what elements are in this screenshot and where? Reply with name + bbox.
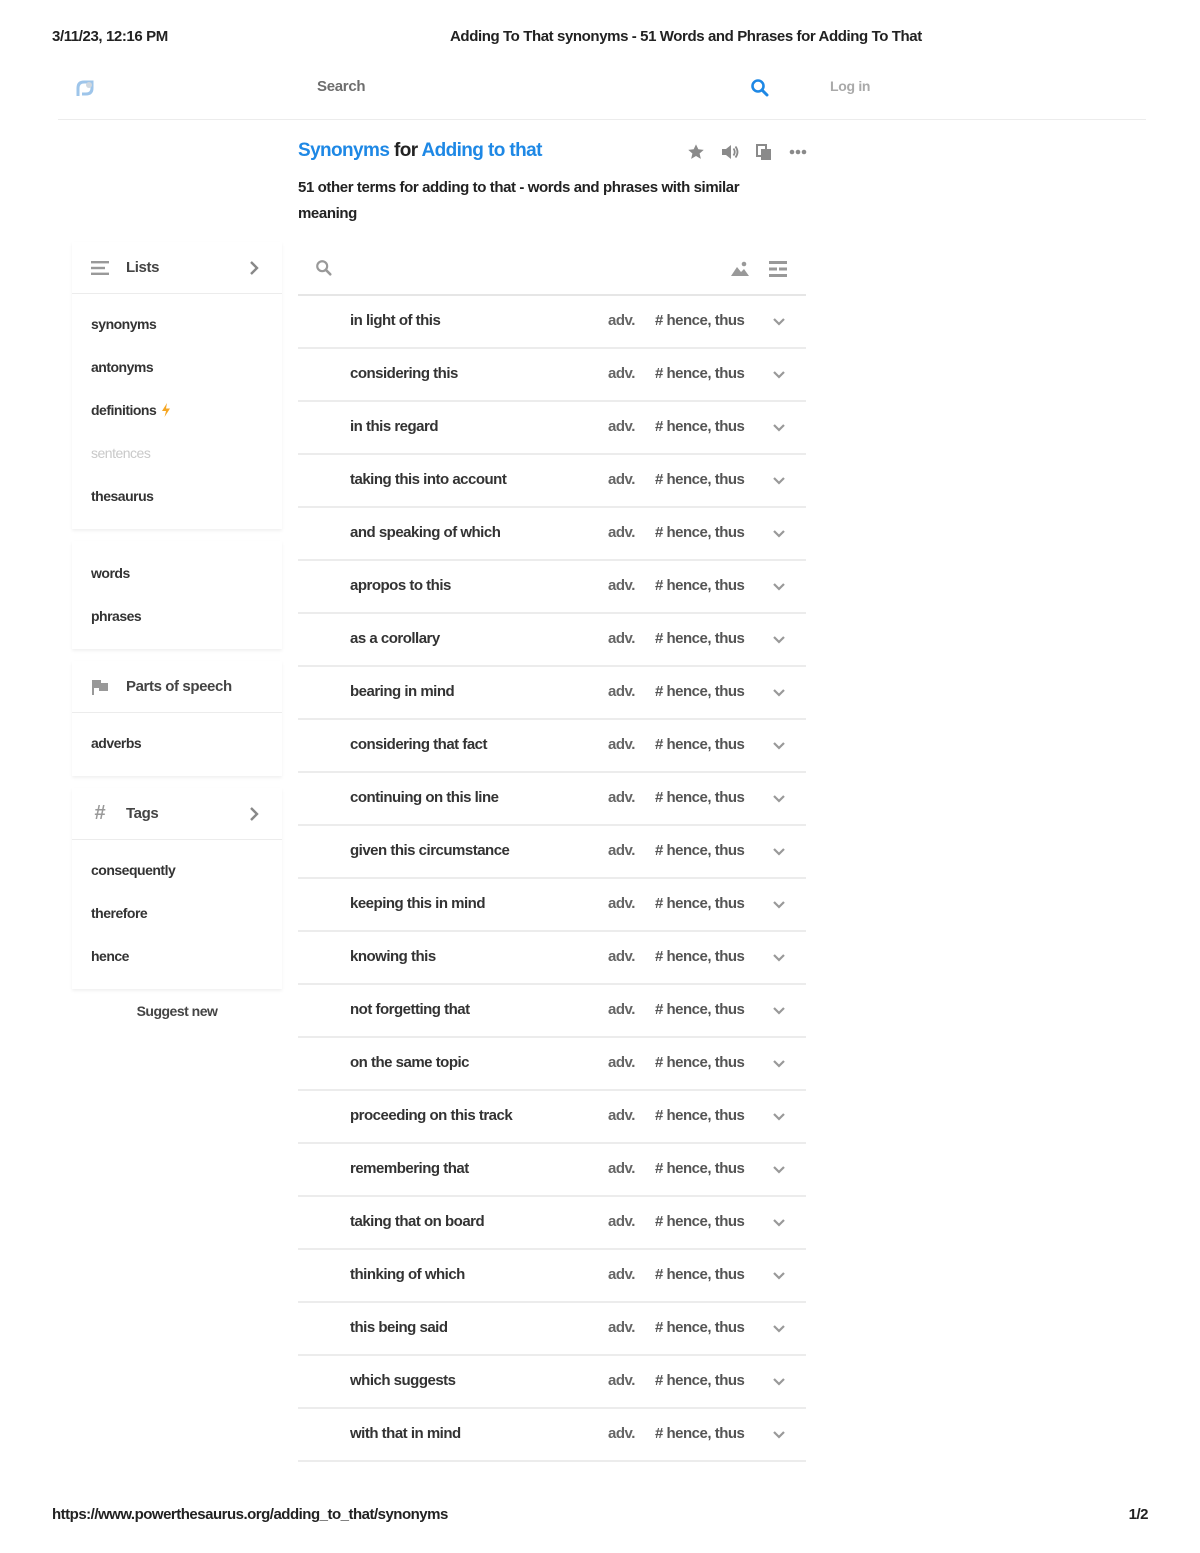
chevron-down-icon[interactable] <box>772 1057 786 1071</box>
synonym-tags[interactable]: # hence, thus <box>655 736 745 753</box>
part-of-speech: adv. <box>608 471 635 488</box>
lists-header[interactable] <box>72 242 282 294</box>
synonym-list <box>298 242 806 1462</box>
sidebar-item-antonyms[interactable]: antonyms <box>91 358 154 375</box>
sidebar-item-adverbs[interactable]: adverbs <box>91 734 142 751</box>
synonym-row[interactable] <box>298 1038 806 1091</box>
synonym-row[interactable] <box>298 985 806 1038</box>
chevron-down-icon[interactable] <box>772 1269 786 1283</box>
chevron-down-icon[interactable] <box>772 633 786 647</box>
sidebar-item-definitions[interactable] <box>72 388 282 431</box>
chevron-down-icon[interactable] <box>772 527 786 541</box>
synonym-tags[interactable]: # hence, thus <box>655 1425 745 1442</box>
search-icon[interactable] <box>750 78 770 98</box>
synonym-tags[interactable]: # hence, thus <box>655 524 745 541</box>
synonym-tags[interactable]: # hence, thus <box>655 683 745 700</box>
synonym-term[interactable]: given this circumstance <box>350 842 510 859</box>
synonym-row[interactable] <box>298 1303 806 1356</box>
synonym-tags[interactable]: # hence, thus <box>655 1372 745 1389</box>
part-of-speech: adv. <box>608 948 635 965</box>
synonym-tags[interactable]: # hence, thus <box>655 895 745 912</box>
synonym-row[interactable] <box>298 508 806 561</box>
print-url: https://www.powerthesaurus.org/adding_to_that/synonyms <box>52 1506 448 1523</box>
tag-item-therefore[interactable]: therefore <box>91 904 148 921</box>
synonym-row[interactable] <box>298 1197 806 1250</box>
lists-card <box>72 242 282 529</box>
speaker-icon[interactable] <box>720 142 740 162</box>
logo-icon[interactable] <box>72 76 98 102</box>
tag-item-hence[interactable]: hence <box>91 947 129 964</box>
print-title: Adding To That synonyms - 51 Words and Phrases for Adding To That <box>450 28 922 45</box>
synonym-row[interactable] <box>298 1409 806 1462</box>
list-toolbar <box>298 242 806 296</box>
chevron-down-icon[interactable] <box>772 580 786 594</box>
hashtag-icon: # <box>94 802 106 824</box>
synonym-term[interactable]: not forgetting that <box>350 1001 470 1018</box>
synonym-term[interactable]: this being said <box>350 1319 448 1336</box>
synonym-term[interactable]: with that in mind <box>350 1425 461 1442</box>
synonym-tags[interactable]: # hence, thus <box>655 1213 745 1230</box>
part-of-speech: adv. <box>608 1001 635 1018</box>
part-of-speech: adv. <box>608 842 635 859</box>
tags-header[interactable] <box>72 788 282 840</box>
synonym-row[interactable] <box>298 455 806 508</box>
synonym-term[interactable]: considering that fact <box>350 736 488 753</box>
chevron-down-icon[interactable] <box>772 1004 786 1018</box>
synonym-row[interactable] <box>298 826 806 879</box>
part-of-speech: adv. <box>608 418 635 435</box>
part-of-speech: adv. <box>608 1425 635 1442</box>
pos-card <box>72 661 282 776</box>
part-of-speech: adv. <box>608 365 635 382</box>
synonym-tags[interactable]: # hence, thus <box>655 1319 745 1336</box>
title-for: for <box>389 140 422 161</box>
flag-icon <box>90 677 110 697</box>
part-of-speech: adv. <box>608 1054 635 1071</box>
kind-card <box>72 541 282 649</box>
chevron-down-icon[interactable] <box>772 792 786 806</box>
sidebar-item-phrases[interactable]: phrases <box>91 607 142 624</box>
part-of-speech: adv. <box>608 1319 635 1336</box>
synonym-tags[interactable]: # hence, thus <box>655 789 745 806</box>
synonym-term[interactable]: and speaking of which <box>350 524 501 541</box>
sidebar-item-sentences[interactable]: sentences <box>91 444 151 461</box>
synonym-term[interactable]: keeping this in mind <box>350 895 486 912</box>
synonym-row[interactable] <box>298 349 806 402</box>
part-of-speech: adv. <box>608 1266 635 1283</box>
synonym-row[interactable] <box>298 561 806 614</box>
chevron-down-icon[interactable] <box>772 1110 786 1124</box>
synonym-tags[interactable]: # hence, thus <box>655 1054 745 1071</box>
synonym-term[interactable]: in light of this <box>350 312 441 329</box>
chevron-down-icon[interactable] <box>772 421 786 435</box>
tags-title: Tags <box>126 805 159 822</box>
chevron-right-icon[interactable] <box>246 259 262 277</box>
part-of-speech: adv. <box>608 895 635 912</box>
print-footer <box>52 1506 1148 1523</box>
synonym-term[interactable]: apropos to this <box>350 577 451 594</box>
synonym-tags[interactable]: # hence, thus <box>655 471 745 488</box>
synonym-row[interactable] <box>298 1250 806 1303</box>
chevron-down-icon[interactable] <box>772 898 786 912</box>
chevron-down-icon[interactable] <box>772 315 786 329</box>
filter-search-icon[interactable] <box>315 259 333 282</box>
part-of-speech: adv. <box>608 1107 635 1124</box>
synonym-rows <box>298 296 806 1462</box>
search-input[interactable]: Search <box>317 78 366 95</box>
part-of-speech: adv. <box>608 1213 635 1230</box>
sidebar <box>72 242 282 1019</box>
synonym-row[interactable] <box>298 667 806 720</box>
top-bar <box>58 60 1146 120</box>
synonym-term[interactable]: remembering that <box>350 1160 469 1177</box>
image-view-icon[interactable] <box>730 260 750 283</box>
chevron-down-icon[interactable] <box>772 474 786 488</box>
synonym-term[interactable]: continuing on this line <box>350 789 499 806</box>
copy-icon[interactable] <box>754 142 774 162</box>
part-of-speech: adv. <box>608 683 635 700</box>
synonym-tags[interactable]: # hence, thus <box>655 630 745 647</box>
pos-header <box>72 661 282 713</box>
synonym-row[interactable] <box>298 1144 806 1197</box>
synonym-tags[interactable]: # hence, thus <box>655 1160 745 1177</box>
definitions-label: definitions <box>91 401 157 418</box>
part-of-speech: adv. <box>608 789 635 806</box>
synonym-row[interactable] <box>298 1356 806 1409</box>
chevron-down-icon[interactable] <box>772 368 786 382</box>
part-of-speech: adv. <box>608 577 635 594</box>
synonym-term[interactable]: taking that on board <box>350 1213 485 1230</box>
part-of-speech: adv. <box>608 736 635 753</box>
list-icon <box>90 258 110 278</box>
page-heading <box>298 140 808 227</box>
synonym-row[interactable] <box>298 614 806 667</box>
chevron-down-icon[interactable] <box>772 1428 786 1442</box>
synonym-term[interactable]: proceeding on this track <box>350 1107 513 1124</box>
sidebar-item-thesaurus[interactable]: thesaurus <box>91 487 154 504</box>
suggest-new-button[interactable]: Suggest new <box>136 1003 218 1019</box>
part-of-speech: adv. <box>608 1372 635 1389</box>
synonym-row[interactable] <box>298 1091 806 1144</box>
synonym-tags[interactable]: # hence, thus <box>655 1107 745 1124</box>
synonym-tags[interactable]: # hence, thus <box>655 1266 745 1283</box>
synonym-row[interactable] <box>298 879 806 932</box>
synonym-tags[interactable]: # hence, thus <box>655 1001 745 1018</box>
filter-settings-icon[interactable] <box>768 260 788 283</box>
sidebar-item-synonyms[interactable]: synonyms <box>91 315 157 332</box>
synonym-term[interactable]: as a corollary <box>350 630 440 647</box>
print-date: 3/11/23, 12:16 PM <box>52 28 168 45</box>
more-icon[interactable] <box>788 142 808 162</box>
synonym-tags[interactable]: # hence, thus <box>655 418 745 435</box>
synonym-row[interactable] <box>298 720 806 773</box>
tag-item-consequently[interactable]: consequently <box>91 861 176 878</box>
synonym-tags[interactable]: # hence, thus <box>655 365 745 382</box>
synonym-tags[interactable]: # hence, thus <box>655 312 745 329</box>
login-link[interactable]: Log in <box>830 78 871 94</box>
chevron-right-icon[interactable] <box>246 805 262 823</box>
chevron-down-icon[interactable] <box>772 739 786 753</box>
synonyms-link[interactable]: Synonyms <box>298 140 390 161</box>
pos-title: Parts of speech <box>126 678 232 695</box>
print-page-number: 1/2 <box>1128 1506 1148 1523</box>
synonym-tags[interactable]: # hence, thus <box>655 948 745 965</box>
synonym-term[interactable]: knowing this <box>350 948 436 965</box>
lists-title: Lists <box>126 259 160 276</box>
star-icon[interactable] <box>686 142 706 162</box>
synonym-term[interactable]: taking this into account <box>350 471 507 488</box>
chevron-down-icon[interactable] <box>772 1216 786 1230</box>
chevron-down-icon[interactable] <box>772 1375 786 1389</box>
part-of-speech: adv. <box>608 312 635 329</box>
synonym-term[interactable]: considering this <box>350 365 458 382</box>
synonym-row[interactable] <box>298 773 806 826</box>
synonym-tags[interactable]: # hence, thus <box>655 842 745 859</box>
chevron-down-icon[interactable] <box>772 686 786 700</box>
chevron-down-icon[interactable] <box>772 1163 786 1177</box>
chevron-down-icon[interactable] <box>772 951 786 965</box>
part-of-speech: adv. <box>608 630 635 647</box>
synonym-tags[interactable]: # hence, thus <box>655 577 745 594</box>
sidebar-item-words[interactable]: words <box>91 564 130 581</box>
synonym-term[interactable]: bearing in mind <box>350 683 455 700</box>
part-of-speech: adv. <box>608 524 635 541</box>
part-of-speech: adv. <box>608 1160 635 1177</box>
synonym-row[interactable] <box>298 402 806 455</box>
synonym-row[interactable] <box>298 932 806 985</box>
synonym-term[interactable]: which suggests <box>350 1372 456 1389</box>
chevron-down-icon[interactable] <box>772 845 786 859</box>
tags-card <box>72 788 282 989</box>
heading-actions <box>686 142 808 162</box>
synonym-term[interactable]: thinking of which <box>350 1266 465 1283</box>
synonym-row[interactable] <box>298 296 806 349</box>
synonym-term[interactable]: in this regard <box>350 418 439 435</box>
term-link[interactable]: Adding to that <box>421 140 542 161</box>
print-header <box>52 28 1148 48</box>
lightning-icon <box>161 403 171 417</box>
chevron-down-icon[interactable] <box>772 1322 786 1336</box>
page-subtitle: 51 other terms for adding to that - words and phrases with similar meaning <box>298 179 740 222</box>
synonym-term[interactable]: on the same topic <box>350 1054 470 1071</box>
